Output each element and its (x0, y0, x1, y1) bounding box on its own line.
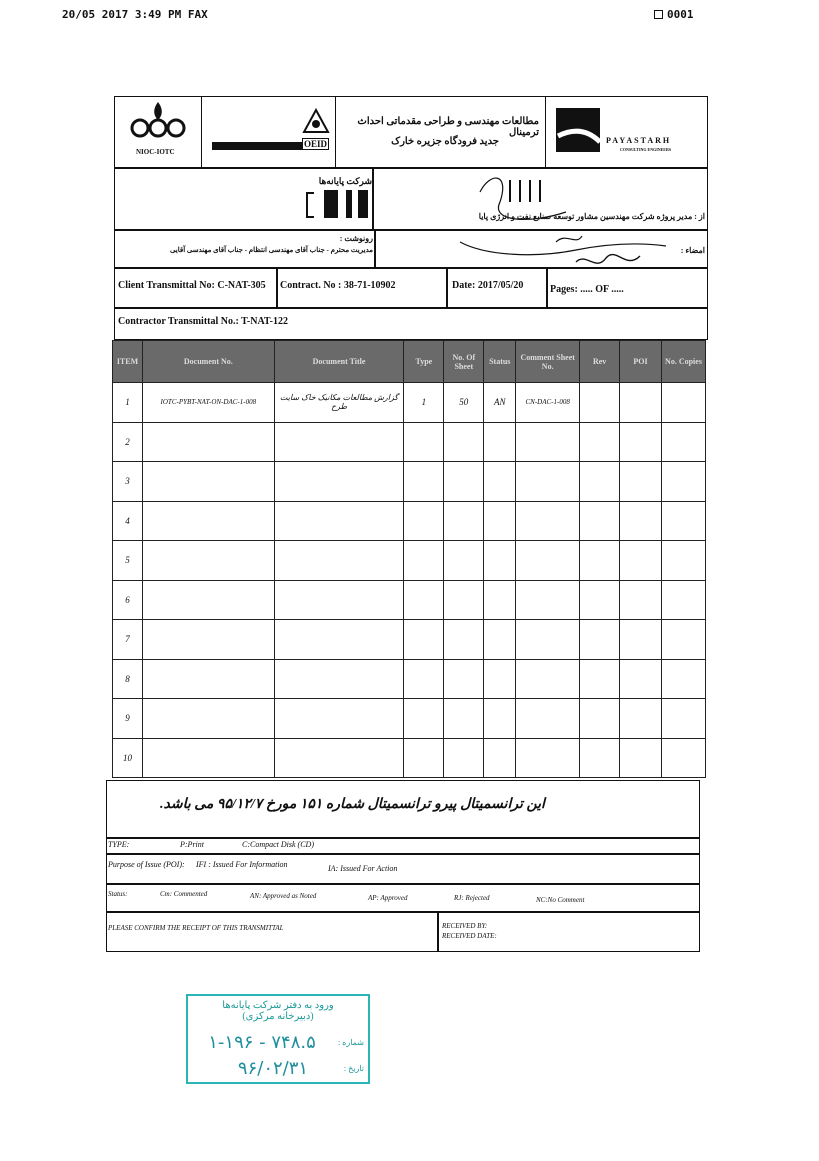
table-cell (620, 541, 662, 581)
table-cell (484, 541, 516, 581)
oeid-triangle-icon (302, 108, 330, 134)
table-cell: 10 (113, 738, 143, 778)
table-cell (142, 659, 274, 699)
table-cell (444, 501, 484, 541)
table-row (113, 462, 706, 502)
stamp-bar (358, 190, 368, 218)
table-row (113, 422, 706, 462)
table-cell (444, 659, 484, 699)
table-cell (274, 422, 404, 462)
table-cell (661, 580, 705, 620)
fax-timestamp: 20/05 2017 3:49 PM FAX (62, 8, 208, 21)
page-count: Pages: ..... OF ..... (550, 284, 624, 295)
confirm-receipt-text: PLEASE CONFIRM THE RECEIPT OF THIS TRANSMITTAL (108, 924, 284, 932)
table-cell (516, 580, 580, 620)
status-ap: AP: Approved (368, 894, 408, 902)
receipt-number-label: شماره : (337, 1038, 364, 1047)
table-cell (444, 580, 484, 620)
table-cell (142, 501, 274, 541)
receipt-date-label: تاریخ : (343, 1064, 364, 1073)
receipt-stamp (186, 994, 370, 1084)
poi-ifi: IFI : Issued For Information (196, 860, 288, 869)
from-line: از : مدیر پروژه شرکت مهندسین مشاور توسعه صنایع نفت و انرژی پایا (478, 212, 705, 221)
table-cell (620, 620, 662, 660)
document-table (112, 340, 706, 778)
table-row (113, 580, 706, 620)
table-header-row (113, 341, 706, 383)
table-cell (661, 659, 705, 699)
nioc-flame-icon (128, 100, 188, 140)
table-cell (404, 422, 444, 462)
table-cell: 5 (113, 541, 143, 581)
table-cell (620, 580, 662, 620)
transmittal-date: Date: 2017/05/20 (452, 280, 524, 291)
project-title-line2: جدید فرودگاه جزیره خارک (391, 136, 499, 147)
table-header-cell: Type (404, 341, 444, 383)
table-cell (661, 620, 705, 660)
table-cell (484, 620, 516, 660)
nioc-label: NIOC-IOTC (136, 148, 175, 156)
table-header-cell: Document No. (142, 341, 274, 383)
table-cell (142, 422, 274, 462)
table-cell (661, 699, 705, 739)
table-cell (620, 462, 662, 502)
client-transmittal-no: Client Transmittal No: C-NAT-305 (118, 280, 266, 291)
status-label: Status: (108, 890, 128, 898)
table-cell: 1 (113, 383, 143, 423)
table-header-cell: Rev (580, 341, 620, 383)
table-cell (661, 422, 705, 462)
table-cell (274, 738, 404, 778)
table-cell (620, 738, 662, 778)
receipt-stamp-title: ورود به دفتر شرکت پایانه‌ها (222, 1000, 334, 1011)
fax-page-number: 0001 (654, 8, 694, 21)
poi-legend-row (106, 854, 700, 884)
table-cell (580, 501, 620, 541)
table-cell (404, 580, 444, 620)
table-cell (484, 462, 516, 502)
status-cm: Cm: Commented (160, 890, 208, 898)
info-divider (446, 268, 448, 308)
table-cell (661, 501, 705, 541)
table-row (113, 738, 706, 778)
table-cell (404, 738, 444, 778)
transmittal-note: این ترانسمیتال پیرو ترانسمیتال شماره ۱۵۱ مورخ ۹۵/۱۲/۷ می باشد. (160, 797, 545, 812)
table-cell (661, 738, 705, 778)
table-cell (142, 462, 274, 502)
table-cell: 6 (113, 580, 143, 620)
status-an: AN: Approved as Noted (250, 892, 317, 900)
table-cell (484, 738, 516, 778)
table-cell (404, 659, 444, 699)
table-cell: 7 (113, 620, 143, 660)
info-divider (276, 268, 278, 308)
table-cell: 50 (444, 383, 484, 423)
receipt-number: ۱-۱۹۶ - ۷۴۸.۵ (208, 1032, 316, 1053)
table-cell (444, 422, 484, 462)
table-row (113, 659, 706, 699)
table-row (113, 699, 706, 739)
cc-label: رونوشت : (339, 234, 373, 243)
type-print: P:Print (180, 840, 204, 849)
table-cell (580, 738, 620, 778)
table-cell (516, 541, 580, 581)
table-cell (580, 659, 620, 699)
cc-recipients: مدیریت محترم - جناب آقای مهندسی انتظام - جناب آقای مهندسی آقایی (169, 246, 373, 254)
type-cd: C:Compact Disk (CD) (242, 840, 314, 849)
table-cell (404, 462, 444, 502)
table-row (113, 620, 706, 660)
table-cell (444, 620, 484, 660)
from-divider (372, 168, 374, 230)
fax-icon (654, 10, 663, 19)
table-cell (274, 580, 404, 620)
table-cell (516, 738, 580, 778)
project-title-line1: مطالعات مهندسی و طراحی مقدماتی احداث ترمینال (357, 116, 539, 138)
table-cell: 9 (113, 699, 143, 739)
table-cell (404, 620, 444, 660)
received-date: RECEIVED DATE: (442, 932, 497, 940)
table-cell (516, 699, 580, 739)
table-cell (516, 659, 580, 699)
table-cell (620, 659, 662, 699)
contractor-transmittal-no: Contractor Transmittal No.: T-NAT-122 (118, 316, 288, 327)
payastarh-label: PAYASTARH (606, 136, 672, 145)
table-cell: گزارش مطالعات مکانیک خاک سایت طرح (274, 383, 404, 423)
table-cell (580, 620, 620, 660)
stamp-bar (346, 190, 352, 218)
table-cell: 3 (113, 462, 143, 502)
table-cell: CN-DAC-1-008 (516, 383, 580, 423)
table-header-cell: Comment Sheet No. (516, 341, 580, 383)
table-cell: AN (484, 383, 516, 423)
poi-ia: IA: Issued For Action (328, 864, 398, 873)
table-cell (580, 580, 620, 620)
payastarh-sub-label: CONSULTING ENGINEERS (620, 147, 672, 152)
table-cell (661, 541, 705, 581)
table-cell (484, 580, 516, 620)
status-rj: RJ: Rejected (454, 894, 490, 902)
company-stamp (302, 176, 372, 220)
table-cell (404, 501, 444, 541)
table-cell (404, 541, 444, 581)
contract-no: Contract. No : 38-71-10902 (280, 280, 396, 291)
signature-label: امضاء : (680, 246, 705, 255)
table-cell (142, 699, 274, 739)
table-cell (484, 501, 516, 541)
table-cell (620, 501, 662, 541)
table-cell (142, 620, 274, 660)
receipt-stamp-subtitle: (دبیرخانه مرکزی) (242, 1011, 314, 1022)
table-cell (444, 699, 484, 739)
table-cell (274, 620, 404, 660)
table-cell (444, 738, 484, 778)
table-cell: 1 (404, 383, 444, 423)
receipt-date: ۹۶/۰۲/۳۱ (237, 1058, 309, 1079)
poi-label: Purpose of Issue (POI): (108, 860, 185, 869)
table-cell (444, 541, 484, 581)
nioc-logo (114, 96, 202, 168)
table-header-cell: Document Title (274, 341, 404, 383)
table-cell (580, 383, 620, 423)
cc-divider (374, 230, 376, 268)
table-cell (620, 699, 662, 739)
payastarh-swoosh-icon (554, 106, 604, 156)
project-title-cell (336, 96, 546, 168)
table-cell (142, 541, 274, 581)
table-cell (274, 501, 404, 541)
table-cell (580, 699, 620, 739)
status-nc: NC:No Comment (536, 896, 585, 904)
table-body (113, 383, 706, 778)
table-cell (620, 422, 662, 462)
table-cell (580, 462, 620, 502)
table-cell (516, 462, 580, 502)
oeid-bar (212, 118, 302, 150)
table-cell (516, 620, 580, 660)
table-header-cell: POI (620, 341, 662, 383)
table-cell (580, 422, 620, 462)
stamp-bar (306, 192, 314, 218)
table-cell (484, 422, 516, 462)
table-header-cell: Status (484, 341, 516, 383)
table-cell (516, 501, 580, 541)
table-cell: 8 (113, 659, 143, 699)
table-cell (484, 699, 516, 739)
table-cell: 2 (113, 422, 143, 462)
oeid-label: OEID (304, 139, 328, 149)
table-cell (661, 462, 705, 502)
table-row (113, 501, 706, 541)
table-cell: IOTC-PYBT-NAT-ON-DAC-1-008 (142, 383, 274, 423)
table-cell (274, 659, 404, 699)
type-label: TYPE: (108, 840, 130, 849)
table-cell (484, 659, 516, 699)
table-cell (444, 462, 484, 502)
received-by: RECEIVED BY: (442, 922, 488, 930)
table-cell (620, 383, 662, 423)
table-cell (404, 699, 444, 739)
table-row (113, 541, 706, 581)
table-cell (274, 541, 404, 581)
table-cell (661, 383, 705, 423)
company-stamp-title: شرکت پایانه‌ها (318, 176, 372, 186)
table-header-cell: ITEM (113, 341, 143, 383)
confirm-box (106, 912, 438, 952)
stamp-bar (324, 190, 338, 218)
table-cell (142, 580, 274, 620)
payastarh-logo (546, 96, 708, 168)
table-cell (142, 738, 274, 778)
table-cell (274, 699, 404, 739)
oeid-logo (202, 96, 336, 168)
table-cell (274, 462, 404, 502)
table-header-cell: No. Of Sheet (444, 341, 484, 383)
table-cell: 4 (113, 501, 143, 541)
table-header-cell: No. Copies (661, 341, 705, 383)
table-cell (580, 541, 620, 581)
table-cell (516, 422, 580, 462)
info-divider (546, 268, 548, 308)
table-row (113, 383, 706, 423)
